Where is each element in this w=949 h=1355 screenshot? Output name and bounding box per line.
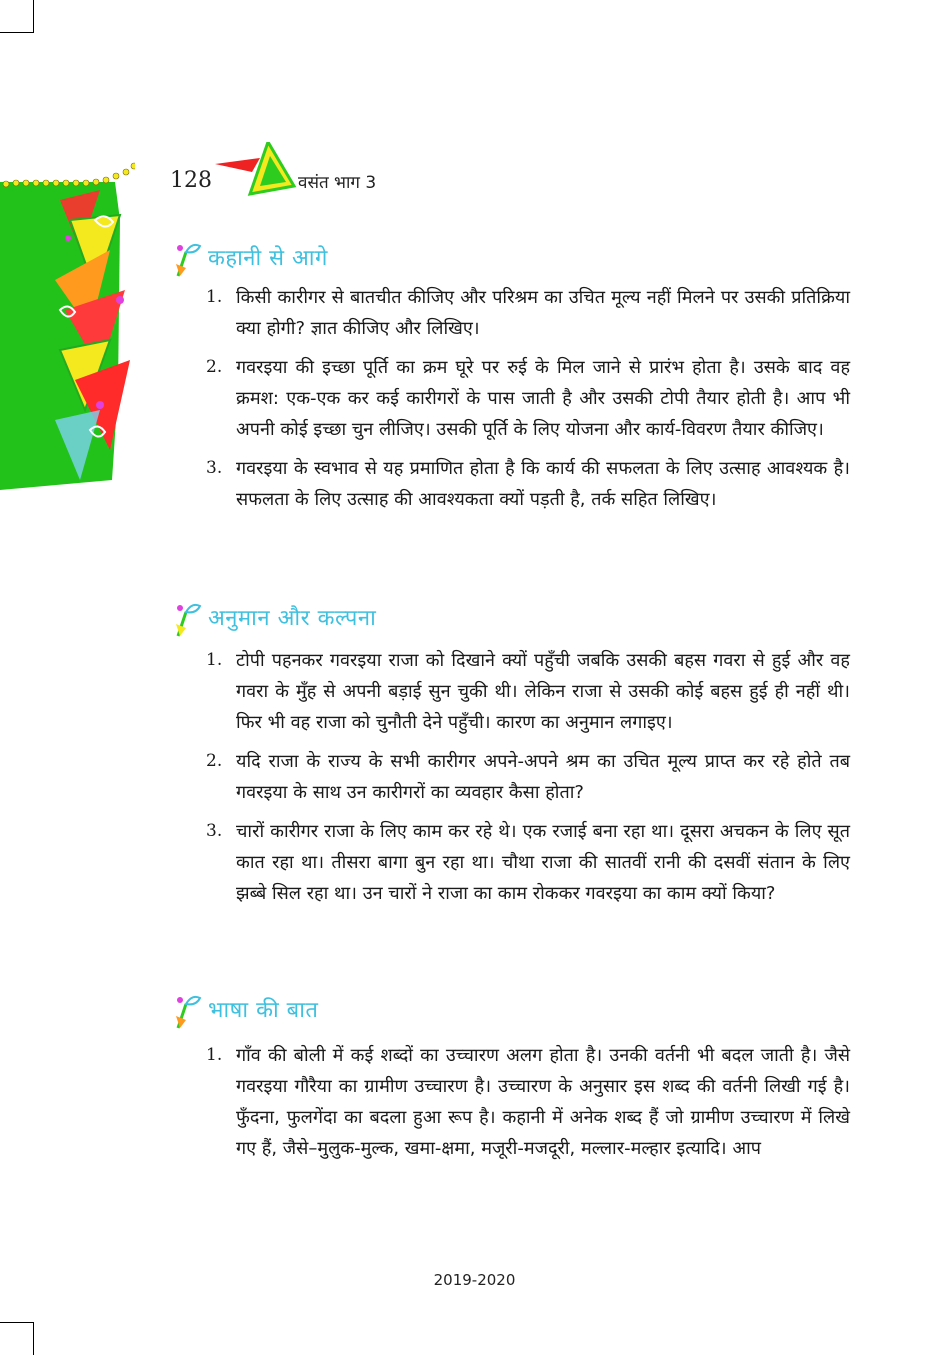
question-text: गवरइया के स्वभाव से यह प्रमाणित होता है कि कार्य की सफलता के लिए उत्साह आवश्यक है। सफलता के लिए उत्साह की आवश्यकता क्यों पड़ती है, तर्क सहित लिखिए। — [236, 458, 850, 510]
question-item — [206, 816, 850, 909]
question-list — [206, 1040, 850, 1172]
question-item — [206, 453, 850, 515]
page-header — [170, 160, 570, 200]
flower-icon — [172, 238, 206, 278]
crop-mark — [33, 0, 34, 32]
section-title: कहानी से आगे — [208, 246, 328, 271]
question-list — [206, 645, 850, 917]
question-item — [206, 1040, 850, 1164]
book-title: वसंत भाग 3 — [298, 173, 377, 193]
footer-year: 2019-2020 — [433, 1271, 516, 1289]
question-list — [206, 282, 850, 523]
decorative-banner — [0, 160, 135, 500]
question-number: 1. — [206, 650, 223, 670]
question-item — [206, 352, 850, 445]
header-triangle-icon — [210, 142, 300, 202]
question-item — [206, 645, 850, 738]
question-text: टोपी पहनकर गवरइया राजा को दिखाने क्यों पहुँची जबकि उसकी बहस गवरा से हुई और वह गवरा के मुँह से अपनी बड़ाई सुन चुकी थी। लेकिन राजा से उसकी कोई बहस हुई ही नहीं थी। फिर भी वह राजा को चुनौती देने पहुँची। कारण का अनुमान लगाइए। — [236, 650, 850, 733]
question-text: गवरइया की इच्छा पूर्ति का क्रम घूरे पर रुई के मिल जाने से प्रारंभ होता है। उसके बाद वह क्रमश: एक-एक कर कई कारीगरों के पास जाती है और उसकी टोपी तैयार होती है। आप भी अपनी कोई इच्छा चुन लीजिए। उसकी पूर्ति के लिए योजना और कार्य-विवरण तैयार कीजिए। — [236, 357, 850, 440]
section-title: भाषा की बात — [208, 998, 319, 1023]
question-text: यदि राजा के राज्य के सभी कारीगर अपने-अपने श्रम का उचित मूल्य प्राप्त कर रहे होते तब गवरइया के साथ उन कारीगरों का व्यवहार कैसा होता? — [236, 751, 850, 803]
question-number: 3. — [206, 458, 223, 478]
question-item — [206, 746, 850, 808]
question-number: 2. — [206, 357, 223, 377]
question-number: 3. — [206, 821, 223, 841]
crop-mark — [0, 1322, 34, 1323]
question-text: चारों कारीगर राजा के लिए काम कर रहे थे। एक रजाई बना रहा था। दूसरा अचकन के लिए सूत कात रहा था। तीसरा बागा बुन रहा था। चौथा राजा की सातवीं रानी की दसवीं संतान के लिए झब्बे सिल रहा था। उन चारों ने राजा का काम रोककर गवरइया का काम क्यों किया? — [236, 821, 850, 904]
question-number: 1. — [206, 1045, 223, 1065]
crop-mark — [33, 1323, 34, 1355]
page-number: 128 — [170, 168, 212, 193]
question-item — [206, 282, 850, 344]
section-title: अनुमान और कल्पना — [208, 606, 377, 631]
question-number: 2. — [206, 751, 223, 771]
question-number: 1. — [206, 287, 223, 307]
crop-mark — [0, 32, 34, 33]
question-text: किसी कारीगर से बातचीत कीजिए और परिश्रम का उचित मूल्य नहीं मिलने पर उसकी प्रतिक्रिया क्या होगी? ज्ञात कीजिए और लिखिए। — [236, 287, 850, 339]
flower-icon — [172, 598, 206, 638]
flower-icon — [172, 990, 206, 1030]
question-text: गाँव की बोली में कई शब्दों का उच्चारण अलग होता है। उनकी वर्तनी भी बदल जाती है। जैसे गवरइया गौरैया का ग्रामीण उच्चारण है। उच्चारण के अनुसार इस शब्द की वर्तनी लिखी गई है। फुँदना, फुलगेंदा का बदला हुआ रूप है। कहानी में अनेक शब्द हैं जो ग्रामीण उच्चारण में लिखे गए हैं, जैसे–मुलुक-मुल्क, खमा-क्षमा, मजूरी-मजदूरी, मल्लार-मल्हार इत्यादि। आप — [236, 1045, 850, 1159]
